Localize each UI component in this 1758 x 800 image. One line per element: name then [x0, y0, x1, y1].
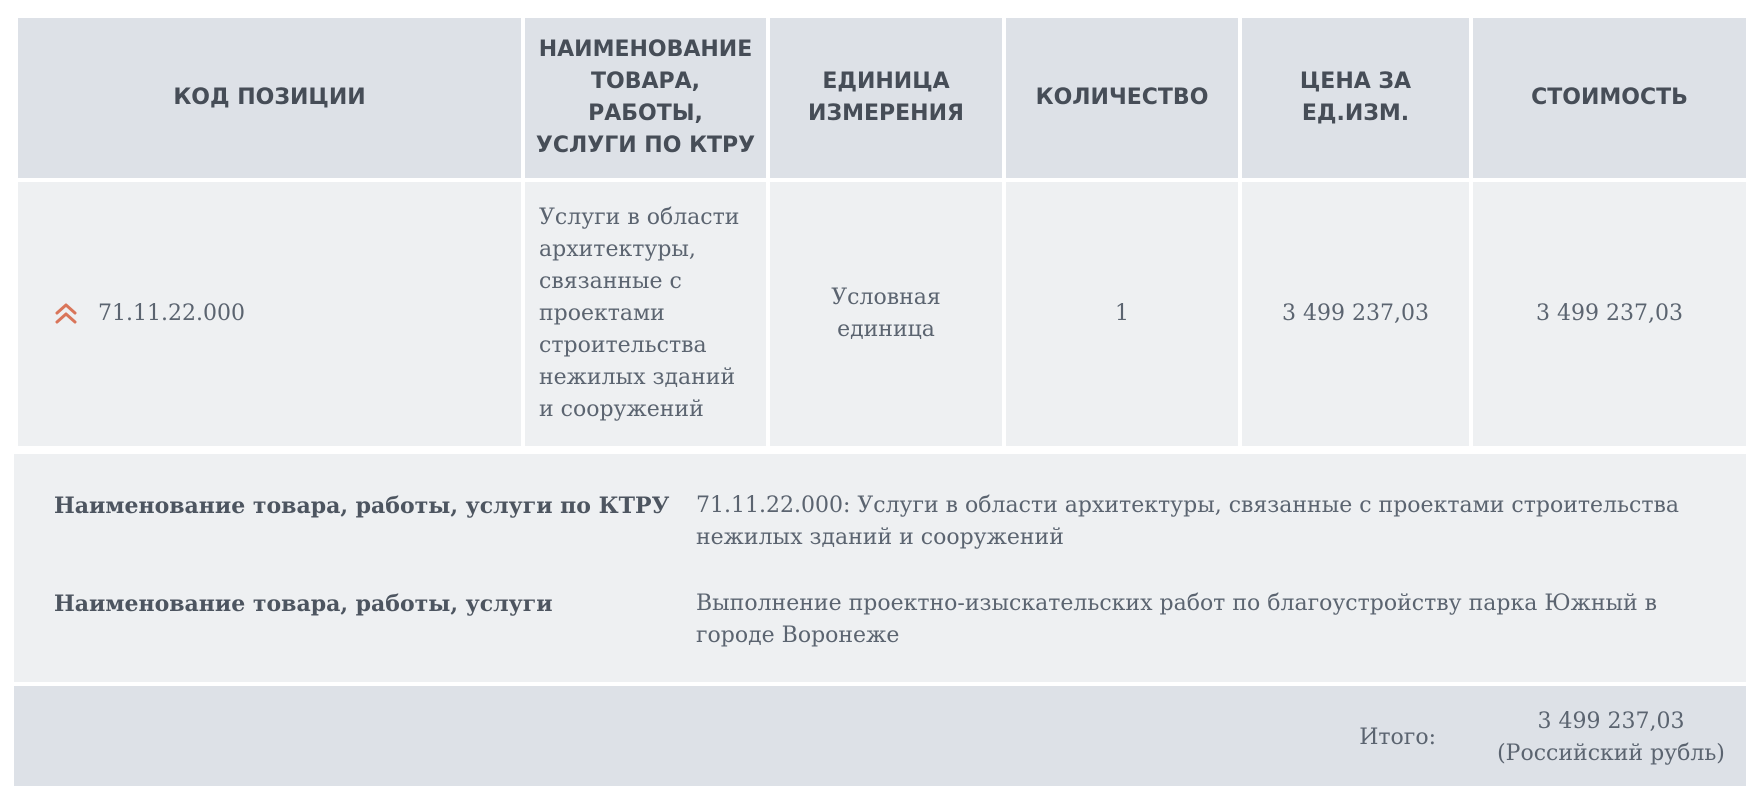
detail-label-ktru: Наименование товара, работы, услуги по КТРУ [54, 493, 670, 519]
cell-name: Услуги в области архитектуры, связанные с проектами строительства нежилых зданий и сооружений [523, 180, 768, 448]
total-amount: 3 499 237,03 [1537, 709, 1685, 734]
header-unit: ЕДИНИЦА ИЗМЕРЕНИЯ [768, 16, 1004, 180]
table-row [16, 180, 1748, 448]
positions-table [14, 14, 1750, 450]
table-header-row [16, 16, 1748, 180]
total-bar [14, 686, 1746, 786]
detail-label-item: Наименование товара, работы, услуги [54, 591, 553, 617]
header-code: КОД ПОЗИЦИИ [16, 16, 523, 180]
total-currency: (Российский рубль) [1497, 741, 1725, 766]
position-code: 71.11.22.000 [98, 301, 245, 326]
header-price: ЦЕНА ЗА ЕД.ИЗМ. [1240, 16, 1471, 180]
total-value [1476, 706, 1746, 770]
cell-quantity: 1 [1004, 180, 1240, 448]
total-label: Итого: [1359, 725, 1436, 750]
header-name: НАИМЕНОВАНИЕ ТОВАРА, РАБОТЫ, УСЛУГИ ПО КТРУ [523, 16, 768, 180]
detail-row-item [54, 588, 1706, 652]
positions-section [14, 14, 1746, 786]
detail-value-ktru: 71.11.22.000: Услуги в области архитектуры, связанные с проектами строительства нежилых зданий и сооружений [696, 493, 1679, 550]
detail-value-item: Выполнение проектно-изыскательских работ по благоустройству парка Южный в городе Воронеже [696, 591, 1658, 648]
double-chevron-up-icon[interactable] [52, 300, 80, 328]
cell-code [16, 180, 523, 448]
header-quantity: КОЛИЧЕСТВО [1004, 16, 1240, 180]
cell-cost: 3 499 237,03 [1471, 180, 1748, 448]
cell-unit: Условная единица [768, 180, 1004, 448]
position-details [14, 454, 1746, 682]
header-cost: СТОИМОСТЬ [1471, 16, 1748, 180]
detail-row-ktru [54, 490, 1706, 554]
cell-price: 3 499 237,03 [1240, 180, 1471, 448]
